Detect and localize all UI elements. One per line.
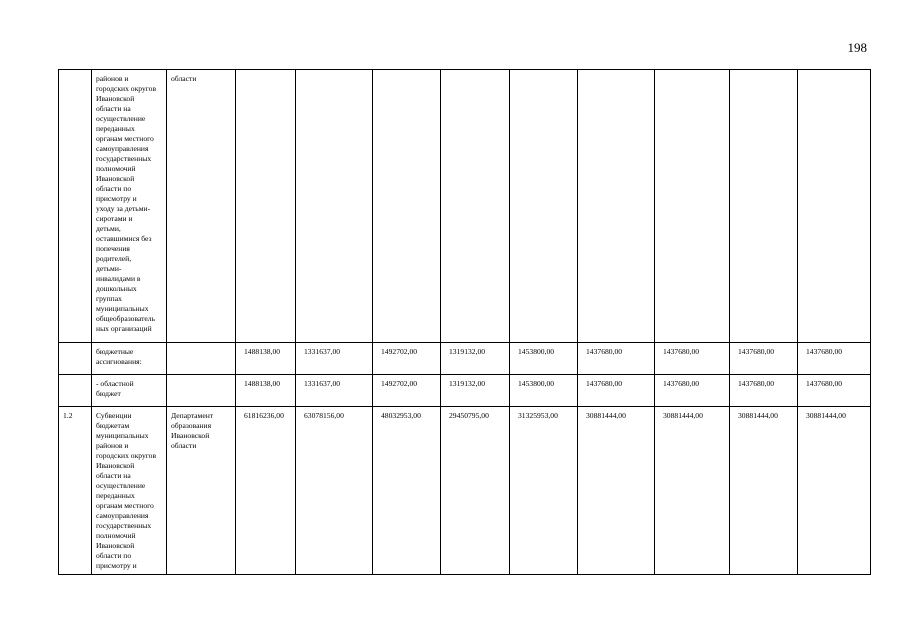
value-cell [798,70,871,343]
budget-table [58,69,871,575]
row-number-cell [59,70,92,343]
page-number: 198 [847,40,867,55]
value-cell [730,70,798,343]
value-cell: 30881444,00 [655,407,730,575]
value-cell: 1453800,00 [510,375,578,407]
row-number-cell: 1.2 [59,407,92,575]
value-cell: 1437680,00 [578,375,655,407]
value-cell [578,70,655,343]
value-cell: 1453800,00 [510,343,578,375]
value-cell: 1319132,00 [441,343,510,375]
table-row [59,70,871,343]
table-row [59,407,871,575]
value-cell [441,70,510,343]
value-cell: 1331637,00 [296,343,373,375]
value-cell: 1488138,00 [236,343,296,375]
measure-name-cell: Субвенции бюджетам муниципальных районов и городских округов Ивановской области на осуществление переданных органам местного самоуправления государственных полномочий Ивановской области по присмотру и [92,407,167,575]
table-row [59,375,871,407]
value-cell [373,70,441,343]
executor-cell: области [167,70,236,343]
value-cell: 30881444,00 [578,407,655,575]
value-cell: 31325953,00 [510,407,578,575]
value-cell [236,70,296,343]
value-cell: 1437680,00 [798,375,871,407]
value-cell: 30881444,00 [730,407,798,575]
value-cell: 63078156,00 [296,407,373,575]
value-cell: 1437680,00 [798,343,871,375]
value-cell [655,70,730,343]
measure-name-cell: - областной бюджет [92,375,167,407]
value-cell: 1437680,00 [655,343,730,375]
executor-cell [167,343,236,375]
value-cell: 1488138,00 [236,375,296,407]
executor-cell [167,375,236,407]
value-cell: 30881444,00 [798,407,871,575]
measure-name-cell: бюджетные ассигнования: [92,343,167,375]
value-cell [296,70,373,343]
value-cell: 1437680,00 [655,375,730,407]
executor-cell: Департамент образования Ивановской области [167,407,236,575]
value-cell: 48032953,00 [373,407,441,575]
row-number-cell [59,343,92,375]
value-cell: 29450795,00 [441,407,510,575]
value-cell: 1492702,00 [373,343,441,375]
value-cell: 1331637,00 [296,375,373,407]
row-number-cell [59,375,92,407]
value-cell: 1437680,00 [578,343,655,375]
table-row [59,343,871,375]
value-cell: 1319132,00 [441,375,510,407]
value-cell: 1492702,00 [373,375,441,407]
value-cell: 1437680,00 [730,375,798,407]
value-cell [510,70,578,343]
value-cell: 1437680,00 [730,343,798,375]
measure-name-cell: районов и городских округов Ивановской области на осуществление переданных органам местного самоуправления государственных полномочий Ивановской области по присмотру и уходу за детьми- сиротами и детьми, оставшимися без попечения родителей, детьми- инвалидами в дошкольных группах муниципальных общеобразователь ных организаций [92,70,167,343]
value-cell: 61816236,00 [236,407,296,575]
